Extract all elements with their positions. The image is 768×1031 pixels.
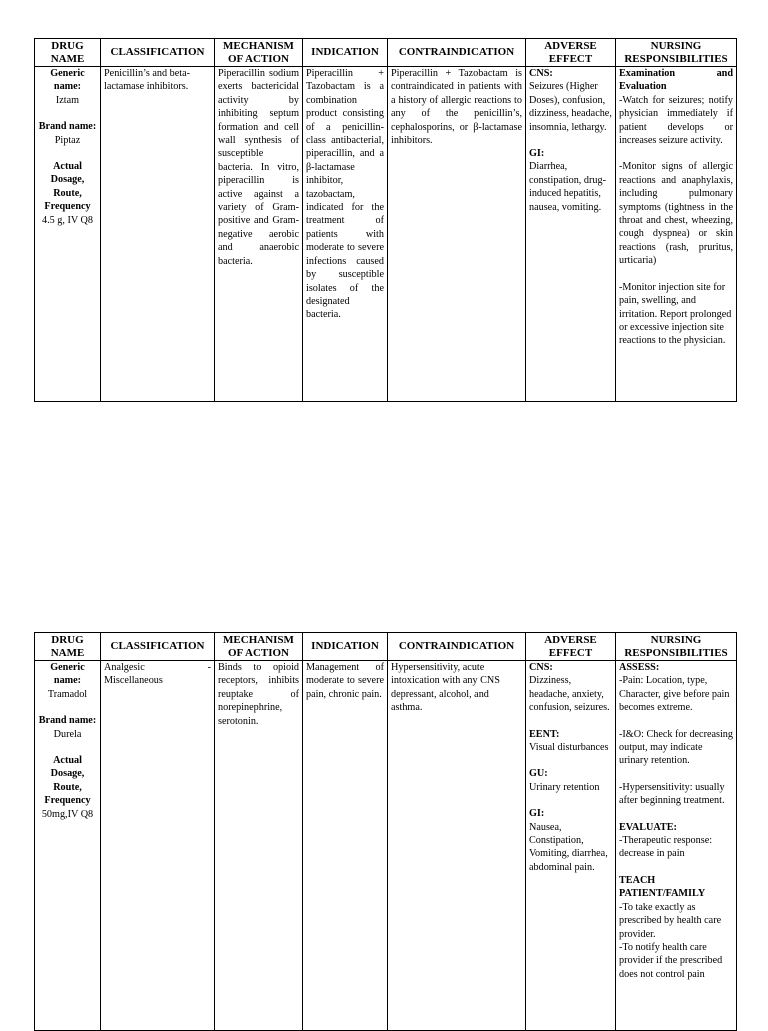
header-mechanism: MECHANISM OF ACTION (215, 39, 303, 67)
table-header-row (35, 633, 737, 661)
table-header-row (35, 39, 737, 67)
brand-label: Brand name: (38, 121, 97, 133)
adverse-gi: Nausea, Constipation, Vomiting, diarrhea, abdominal pain. (529, 821, 608, 873)
adverse-gi-label: GI: (529, 148, 545, 160)
nursing-item: -To take exactly as prescribed by health care provider. (619, 901, 722, 940)
drug-table-piperacillin (34, 38, 737, 402)
adverse-cns-label: CNS: (529, 68, 553, 79)
nursing-item: -Pain: Location, type, Character, give before pain becomes extreme. (619, 675, 730, 714)
table-row (35, 67, 737, 402)
adverse-eent: Visual disturbances (529, 742, 609, 754)
header-contraindication: CONTRAINDICATION (388, 39, 526, 67)
assess-label: ASSESS: (619, 662, 660, 673)
dosage-value: 4.5 g, IV Q8 (41, 214, 94, 226)
adverse-gu-label: GU: (529, 768, 548, 780)
adverse-effect-cell (526, 67, 616, 402)
nursing-item: -Monitor signs of allergic reactions and anaphylaxis, including pulmonary symptoms (tightness in the throat and chest, wheezing, cough dyspnea) or skin reactions (rash, pruritus, urticaria) (619, 161, 733, 267)
teach-label: TEACH PATIENT/FAMILY (619, 874, 706, 900)
evaluate-label: EVALUATE: (619, 821, 677, 833)
adverse-cns-label: CNS: (529, 662, 553, 673)
nursing-cell (616, 67, 737, 402)
classification-cell: Penicillin’s and beta-lactamase inhibitors. (101, 67, 215, 402)
brand-name: Durela (53, 728, 82, 740)
adverse-eent-label: EENT: (529, 728, 560, 740)
table-row (35, 661, 737, 1031)
header-adverse-effect: ADVERSE EFFECT (526, 39, 616, 67)
drug-name-cell (35, 67, 101, 402)
dosage-label: Actual Dosage, Route, Frequency (44, 755, 91, 807)
adverse-cns: Seizures (Higher Doses), confusion, dizziness, headache, insomnia, lethargy. (529, 81, 612, 133)
contraindication-cell: Piperacillin + Tazobactam is contraindicated in patients with a history of allergic reactions to any of the penicillin’s, cephalosporins, or β-lactamase inhibitors. (388, 67, 526, 402)
adverse-cns: Dizziness, headache, anxiety, confusion, seizures. (529, 675, 610, 714)
mechanism-cell: Binds to opioid receptors, inhibits reuptake of norepinephrine, serotonin. (215, 661, 303, 1031)
nursing-item: -Watch for seizures; notify physician immediately if patient develops or increases seizure activity. (619, 94, 733, 147)
generic-name: Iztam (55, 94, 80, 106)
classification-cell: Analgesic - Miscellaneous (101, 661, 215, 1031)
nursing-item: -To notify health care provider if the prescribed does not control pain (619, 941, 723, 980)
header-drug-name: DRUG NAME (35, 39, 101, 67)
contraindication-cell: Hypersensitivity, acute intoxication with any CNS depressant, alcohol, and asthma. (388, 661, 526, 1031)
header-nursing: NURSING RESPONSIBILITIES (616, 633, 737, 661)
drug-table-tramadol (34, 632, 737, 1031)
adverse-gi-label: GI: (529, 808, 545, 820)
dosage-value: 50mg,IV Q8 (41, 808, 94, 820)
generic-name: Tramadol (47, 688, 88, 700)
header-classification: CLASSIFICATION (101, 633, 215, 661)
header-mechanism: MECHANISM OF ACTION (215, 633, 303, 661)
mechanism-cell: Piperacillin sodium exerts bactericidal activity by inhibiting septum formation and cell wall synthesis of susceptible bacteria. In vitro, piperacillin is active against a variety of Gram-positive and Gram-negative aerobic and anaerobic bacteria. (215, 67, 303, 402)
nursing-item: -Hypersensitivity: usually after beginning treatment. (619, 781, 725, 807)
nursing-item: -Monitor injection site for pain, swelling, and irritation. Report prolonged or excessive injection site reactions to the physician. (619, 281, 732, 347)
adverse-gi: Diarrhea, constipation, drug-induced hepatitis, nausea, vomiting. (529, 161, 606, 213)
nursing-item: -Therapeutic response: decrease in pain (619, 835, 713, 860)
generic-label: Generic name: (50, 662, 85, 687)
header-adverse-effect: ADVERSE EFFECT (526, 633, 616, 661)
dosage-label: Actual Dosage, Route, Frequency (44, 161, 91, 213)
indication-cell: Piperacillin + Tazobactam is a combination product consisting of a penicillin-class antibacterial, piperacillin, and a β-lactamase inhibitor, tazobactam, indicated for the treatment of patients with moderate to severe infections caused by susceptible isolates of the designated bacteria. (303, 67, 388, 402)
nursing-cell (616, 661, 737, 1031)
nursing-item: -I&O: Check for decreasing output, may indicate urinary retention. (619, 728, 733, 767)
indication-cell: Management of moderate to severe pain, chronic pain. (303, 661, 388, 1031)
generic-label: Generic name: (50, 68, 85, 93)
nursing-heading: Examination and Evaluation (619, 68, 733, 93)
header-indication: INDICATION (303, 633, 388, 661)
adverse-gu: Urinary retention (529, 781, 600, 793)
adverse-effect-cell (526, 661, 616, 1031)
header-indication: INDICATION (303, 39, 388, 67)
drug-name-cell (35, 661, 101, 1031)
header-drug-name: DRUG NAME (35, 633, 101, 661)
header-contraindication: CONTRAINDICATION (388, 633, 526, 661)
header-classification: CLASSIFICATION (101, 39, 215, 67)
header-nursing: NURSING RESPONSIBILITIES (616, 39, 737, 67)
brand-label: Brand name: (38, 715, 97, 727)
brand-name: Piptaz (54, 134, 81, 146)
